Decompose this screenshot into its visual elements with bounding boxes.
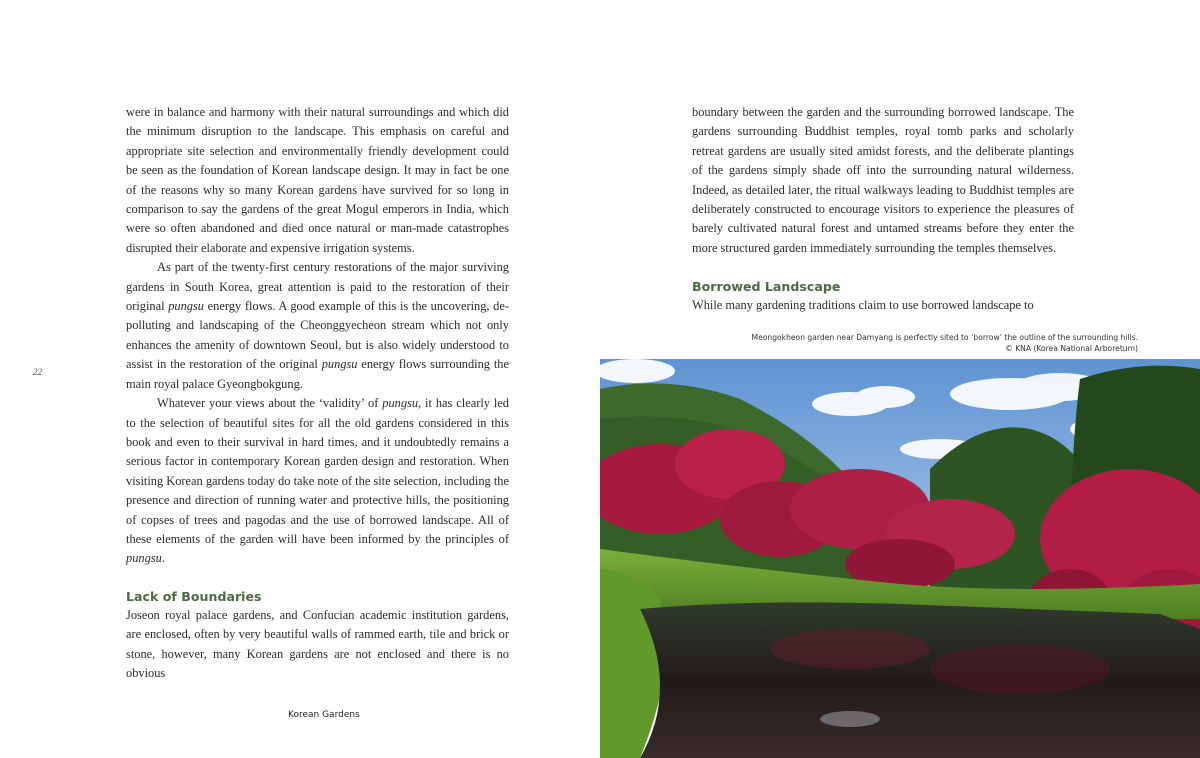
left-column bbox=[126, 103, 509, 683]
section-heading: Borrowed Landscape bbox=[692, 279, 841, 295]
body-paragraph bbox=[126, 258, 509, 394]
italic-term: pungsu bbox=[168, 299, 205, 314]
body-paragraph: Joseon royal palace gardens, and Confucian academic institution gardens, are enclosed, often by very beautiful walls of rammed earth, tile and brick or stone, however, many Korean gardens are not enclosed and there is no obvious bbox=[126, 607, 509, 680]
garden-photo bbox=[600, 359, 1200, 758]
text-run: , it has clearly led to the selection of beautiful sites for all the old gardens considered in this book and even to their survival in hard times, and it undoubtedly remains a serious factor in contemporary Korean garden design and restoration. When visiting Korean gardens today do take note of the site selection, including the presence and direction of running water and protective hills, the positioning of copses of trees and pagodas and the use of borrowed landscape. All of these elements of the garden will have been informed by the principles of bbox=[126, 396, 509, 546]
photo-caption bbox=[752, 333, 1138, 354]
right-column bbox=[692, 103, 1074, 316]
text-run: energy flows surrounding the main royal palace Gyeongbokgung. bbox=[126, 357, 510, 391]
body-paragraph bbox=[126, 394, 509, 569]
garden-landscape-illustration bbox=[600, 359, 1200, 758]
page-number: 22 bbox=[33, 367, 42, 377]
body-paragraph: were in balance and harmony with their natural surroundings and which did the minimum disruption to the landscape. This emphasis on careful and appropriate site selection and environmentally friendly development could be seen as the foundation of Korean landscape design. It may in fact be one of the reasons why so many Korean gardens have survived for so long in comparison to say the gardens of the great Mogul emperors in India, which were so often abandoned and died once natural or man-made catastrophes disrupted their elaborate and expensive irrigation systems. bbox=[126, 105, 509, 255]
text-run: energy flows. A good example of this is the uncovering, de-polluting and landscaping of the Cheonggyecheon stream which not only enhances the amenity of downtown Seoul, but is also widely understood to assist in the restoration of the original bbox=[126, 299, 509, 372]
text-run: As part of the twenty-first century restorations of the major surviving gardens in South Korea, great attention is paid to the restoration of their original bbox=[126, 260, 509, 314]
body-paragraph: While many gardening traditions claim to use borrowed landscape to bbox=[692, 298, 1034, 313]
running-footer: Korean Gardens bbox=[288, 710, 360, 720]
body-paragraph: boundary between the garden and the surrounding borrowed landscape. The gardens surrounding Buddhist temples, royal tomb parks and scholarly retreat gardens are usually sited amidst forests, and the deliberate plantings of the gardens simply shade off into the surrounding natural wilderness. Indeed, as detailed later, the ritual walkways leading to Buddhist temples are deliberately constructed to encourage visitors to experience the pleasures of barely cultivated natural forest and untamed streams before they enter the more structured garden immediately surrounding the temples themselves. bbox=[692, 105, 1074, 255]
caption-text: Meongokheon garden near Damyang is perfectly sited to ‘borrow’ the outline of the surrounding hills. bbox=[751, 333, 1138, 342]
section-heading: Lack of Boundaries bbox=[126, 588, 262, 604]
italic-term: pungsu bbox=[382, 396, 419, 411]
italic-term: pungsu bbox=[321, 357, 358, 372]
text-run: . bbox=[161, 551, 165, 566]
text-run: Whatever your views about the ‘validity’ of bbox=[157, 396, 383, 411]
italic-term: pungsu bbox=[126, 551, 162, 566]
pond bbox=[640, 602, 1200, 758]
photo-credit: © KNA (Korea National Arboretum) bbox=[1005, 343, 1138, 353]
